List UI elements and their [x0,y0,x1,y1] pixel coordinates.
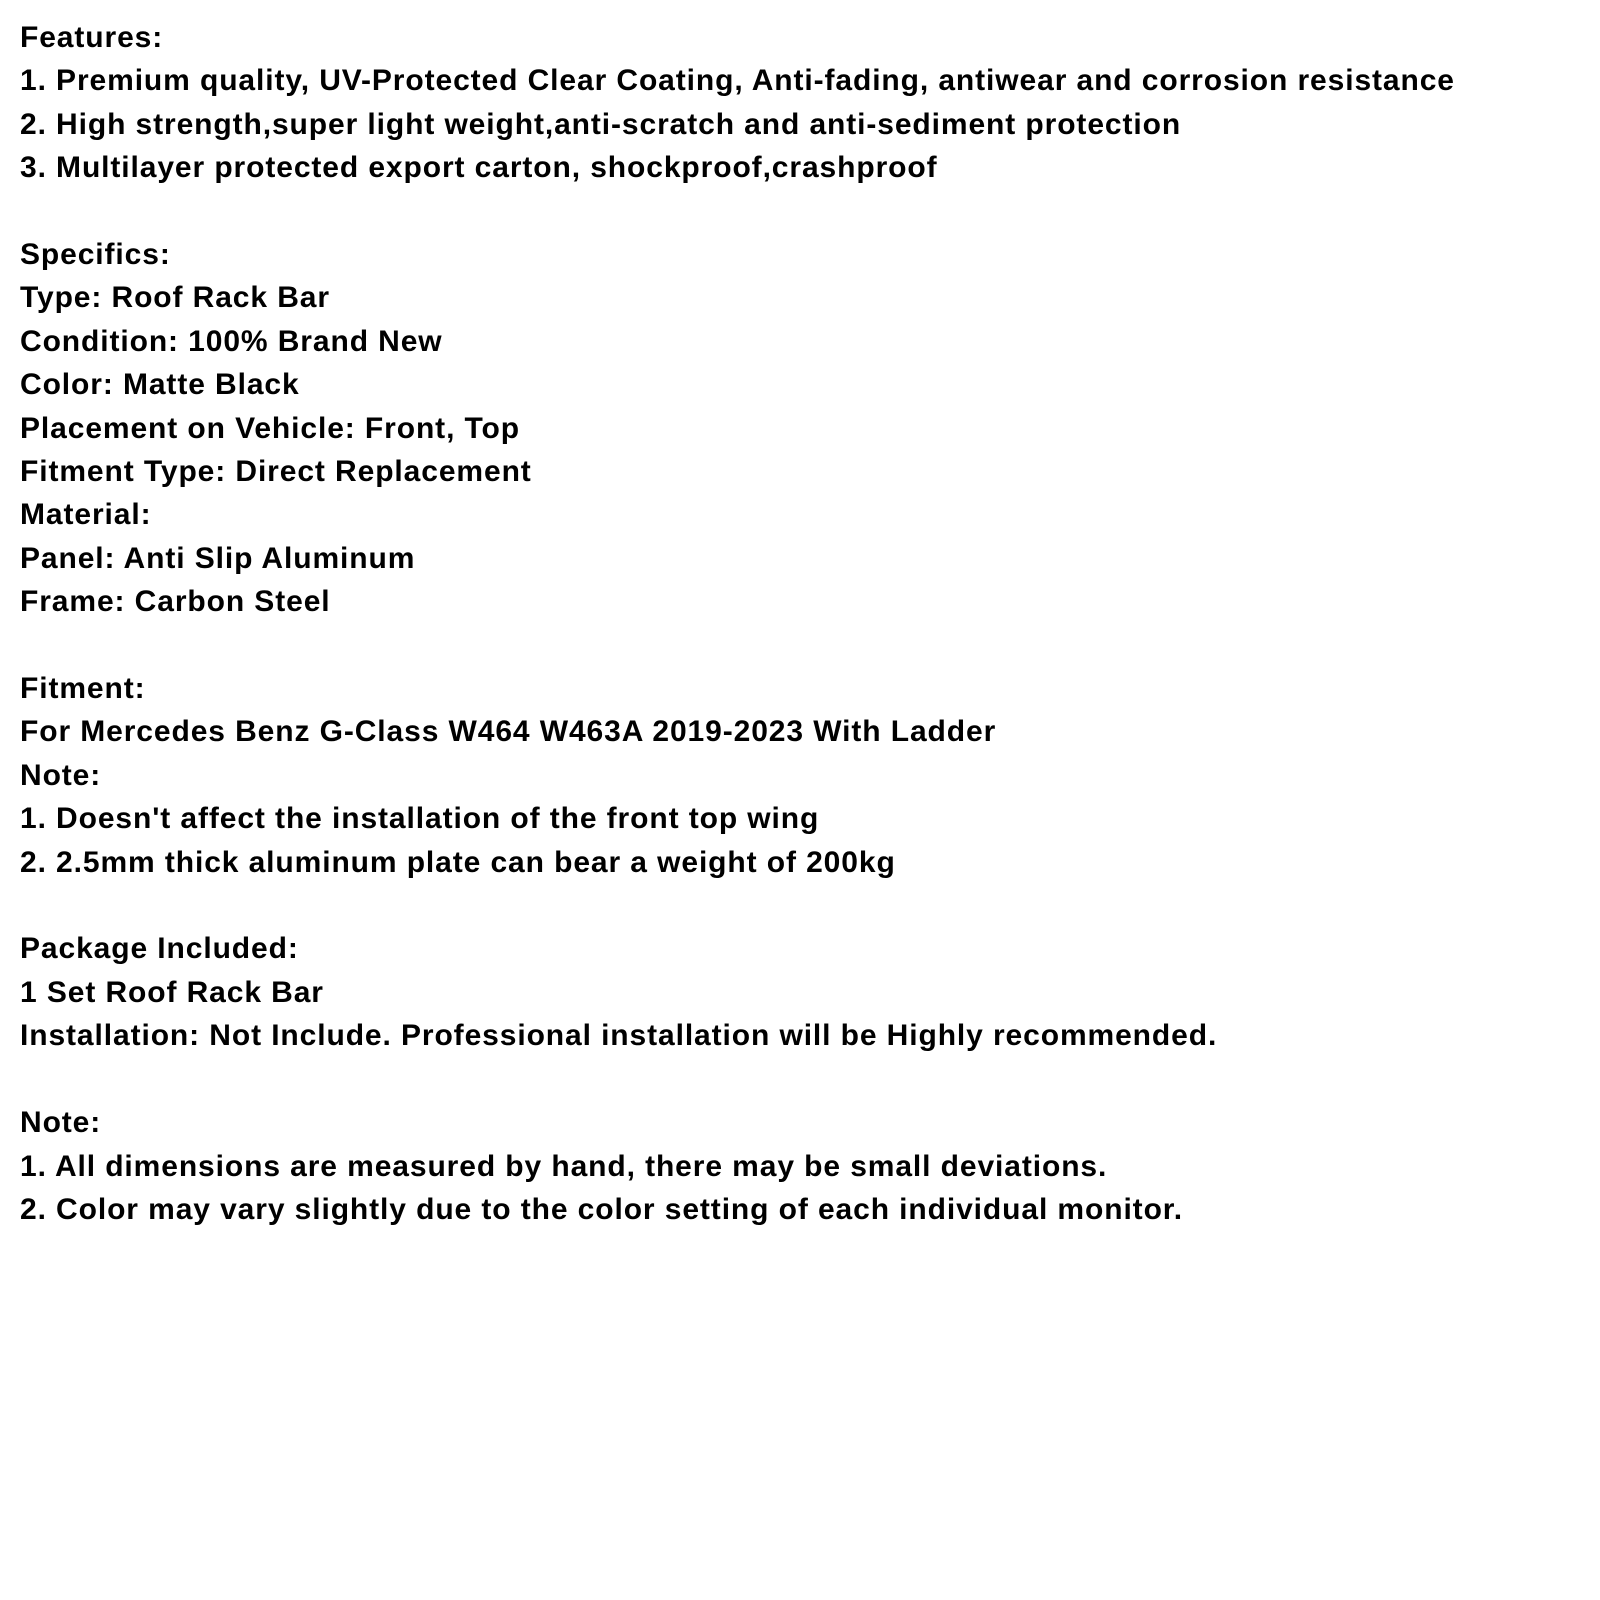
fitment-note-heading: Note: [20,758,102,792]
fitment-vehicle: For Mercedes Benz G-Class W464 W463A 2019-2023 With Ladder [20,715,997,749]
spec-color: Color: Matte Black [20,368,300,402]
fitment-note-item: 1. Doesn't affect the installation of the front top wing [20,802,820,836]
fitment-heading: Fitment: [20,672,146,706]
note-item: 2. Color may vary slightly due to the color setting of each individual monitor. [20,1192,1183,1226]
note-section [20,1101,1580,1231]
feature-item: 1. Premium quality, UV-Protected Clear Coating, Anti-fading, antiwear and corrosion resistance [20,64,1455,98]
note-heading: Note: [20,1106,102,1140]
fitment-section [20,667,1580,884]
spec-placement: Placement on Vehicle: Front, Top [20,411,520,445]
feature-item: 3. Multilayer protected export carton, shockproof,crashproof [20,151,938,185]
spec-type: Type: Roof Rack Bar [20,281,330,315]
feature-item: 2. High strength,super light weight,anti-scratch and anti-sediment protection [20,107,1182,141]
features-section [20,16,1580,190]
features-heading: Features: [20,21,164,54]
spec-material-heading: Material: [20,498,152,532]
product-description [20,16,1580,1231]
package-installation: Installation: Not Include. Professional installation will be Highly recommended. [20,1019,1218,1053]
fitment-note-item: 2. 2.5mm thick aluminum plate can bear a weight of 200kg [20,845,896,879]
specifics-heading: Specifics: [20,238,171,272]
spec-condition: Condition: 100% Brand New [20,324,443,358]
specifics-section [20,233,1580,624]
spec-frame: Frame: Carbon Steel [20,585,331,619]
spec-fitment-type: Fitment Type: Direct Replacement [20,455,532,489]
note-item: 1. All dimensions are measured by hand, there may be small deviations. [20,1149,1108,1183]
package-section [20,927,1580,1057]
package-heading: Package Included: [20,932,299,966]
package-contents: 1 Set Roof Rack Bar [20,975,324,1009]
spec-panel: Panel: Anti Slip Aluminum [20,541,416,575]
